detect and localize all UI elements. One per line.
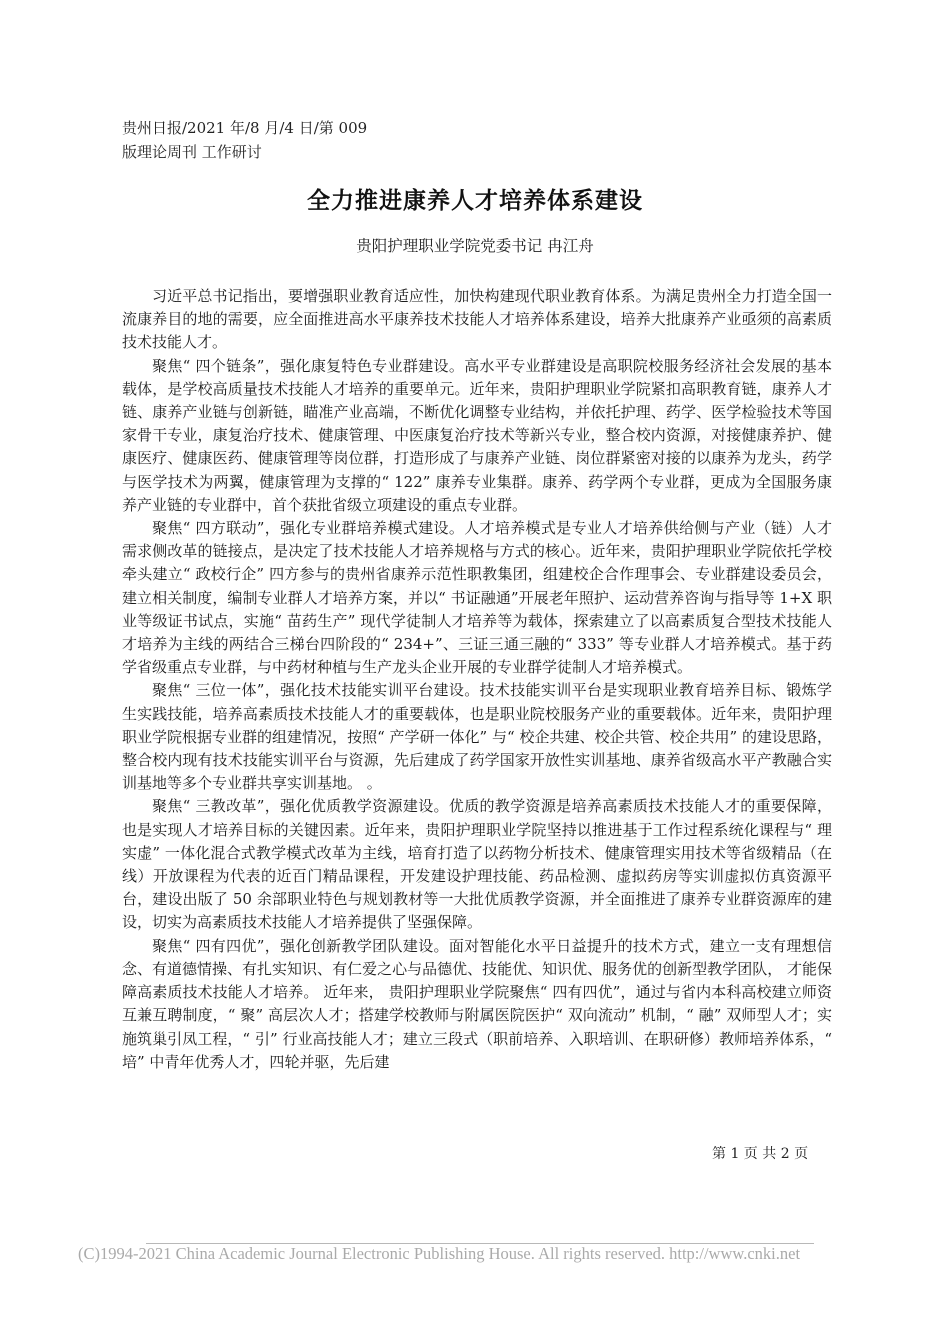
paragraph: 聚焦“ 三教改革”，强化优质教学资源建设。优质的教学资源是培养高素质技术技能人才的重要保障，也是实现人才培养目标的关键因素。近年来，贵阳护理职业学院坚持以推进基于工作过程系统化课程与“ 理实虚” 一体化混合式教学模式改革为主线，培育打造了以药物分析技术、健康管理实用技术等省级精品（在线）开放课程为代表的近百门精品课程，开发建设护理技能、药品检测、虚拟药房等实训虚拟仿真资源平台，建设出版了 50 余部职业特色与规划教材等一大批优质教学资源，并全面推进了康养专业群资源库的建设，切实为高素质技术技能人才培养提供了坚强保障。 — [122, 797, 832, 932]
paragraph: 习近平总书记指出，要增强职业教育适应性，加快构建现代职业教育体系。为满足贵州全力打造全国一流康养目的地的需要，应全面推进高水平康养技术技能人才培养体系建设，培养大批康养产业亟须的高素质技术技能人才。 — [122, 287, 832, 352]
source-line-2: 版理论周刊 工作研讨 — [122, 143, 262, 161]
page-number: 第 1 页 共 2 页 — [712, 1146, 809, 1162]
source-line-1: 贵州日报/2021 年/8 月/4 日/第 009 — [122, 119, 368, 137]
paragraph: 聚焦“ 四有四优”，强化创新教学团队建设。面对智能化水平日益提升的技术方式，建立一支有理想信念、有道德情操、有扎实知识、有仁爱之心与品德优、技能优、知识优、服务优的创新型教学团队， 才能保障高素质技术技能人才培养。 近年来， 贵阳护理职业学院聚焦“ 四有四优”，通过与省内本科高校建立师资互兼互聘制度，“ 聚” 高层次人才；搭建学校教师与附属医院医护“ 双向流动” 机制，“ 融” 双师型人才；实施筑巢引凤工程，“ 引” 行业高技能人才；建立三段式（职前培养、入职培训、在职研修）教师培养体系，“ 培” 中青年优秀人才，四轮并驱，先后建 — [122, 936, 832, 1071]
paragraph: 聚焦“ 四方联动”，强化专业群培养模式建设。人才培养模式是专业人才培养供给侧与产业（链）人才需求侧改革的链接点，是决定了技术技能人才培养规格与方式的核心。近年来，贵阳护理职业学院依托学校牵头建立“ 政校行企” 四方参与的贵州省康养示范性职教集团，组建校企合作理事会、专业群建设委员会，建立相关制度，编制专业群人才培养方案，并以“ 书证融通”开展老年照护、运动营养咨询与指导等 1+X 职业等级证书试点，实施“ 苗药生产” 现代学徒制人才培养等为载体，探索建立了以高素质复合型技术技能人才培养为主线的两结合三梯台四阶段的“ 234+”、三证三通三融的“ 333” 等专业群人才培养模式。基于药学省级重点专业群，与中药材种植与生产龙头企业开展的专业群学徒制人才培养模式。 — [122, 519, 832, 677]
paragraph: 聚焦“ 四个链条”，强化康复特色专业群建设。高水平专业群建设是高职院校服务经济社会发展的基本载体，是学校高质量技术技能人才培养的重要单元。近年来，贵阳护理职业学院紧扣高职教育链，康养人才链、康养产业链与创新链，瞄准产业高端，不断优化调整专业结构，并依托护理、药学、医学检验技术等国家骨干专业，康复治疗技术、健康管理、中医康复治疗技术等新兴专业，整合校内资源，对接健康养护、健康医疗、健康医药、健康管理等岗位群，打造形成了与康养产业链、岗位群紧密对接的以康养为龙头，药学与医学技术为两翼，健康管理为支撑的“ 122” 康养专业集群。康养、药学两个专业群，更成为全国服务康养产业链的专业群中，首个获批省级立项建设的重点专业群。 — [122, 356, 832, 514]
article-title: 全力推进康养人才培养体系建设 — [307, 188, 643, 214]
article-body — [122, 285, 832, 1074]
article-author: 贵阳护理职业学院党委书记 冉江舟 — [356, 237, 594, 255]
source-info — [122, 116, 367, 164]
copyright-footer: (C)1994-2021 China Academic Journal Electronic Publishing House. All rights reserved. http://www.cnki.net — [78, 1244, 801, 1263]
paragraph: 聚焦“ 三位一体”，强化技术技能实训平台建设。技术技能实训平台是实现职业教育培养目标、锻炼学生实践技能，培养高素质技术技能人才的重要载体，也是职业院校服务产业的重要载体。近年来，贵阳护理职业学院根据专业群的组建情况，按照“ 产学研一体化” 与“ 校企共建、校企共管、校企共用” 的建设思路，整合校内现有技术技能实训平台与资源，先后建成了药学国家开放性实训基地、康养省级高水平产教融合实训基地等多个专业群共享实训基地。 。 — [122, 681, 832, 793]
